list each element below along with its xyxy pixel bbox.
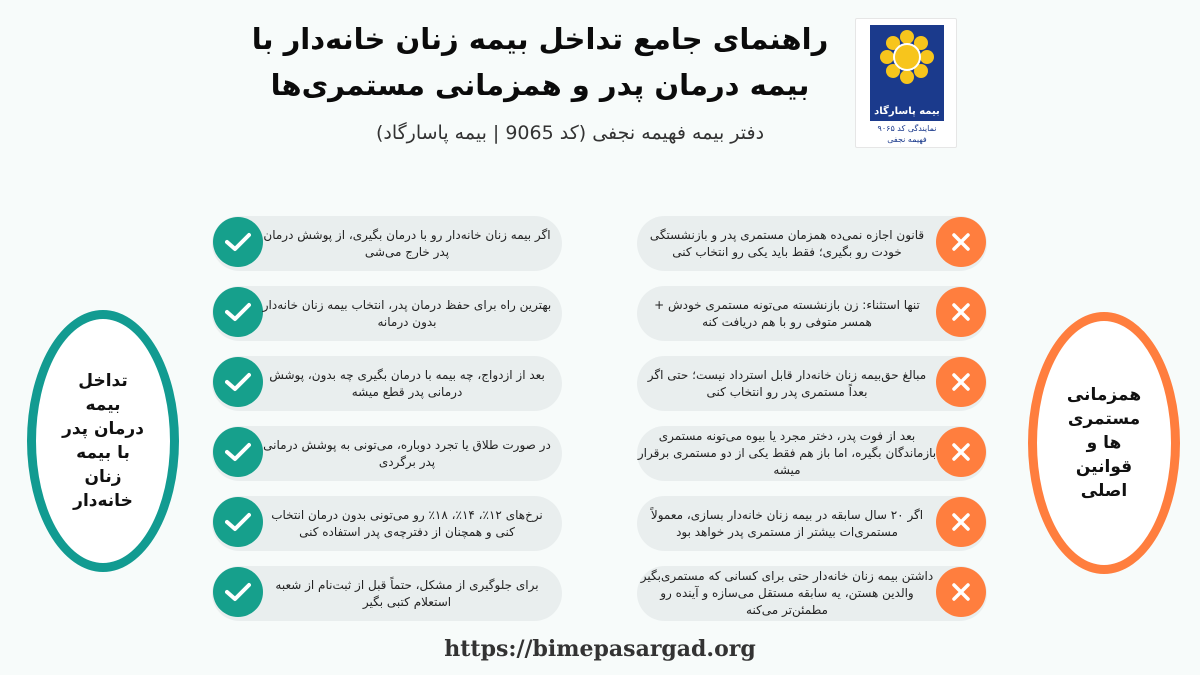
check-icon	[213, 357, 263, 407]
cross-list-item	[637, 566, 987, 621]
check-list-item	[212, 426, 562, 481]
check-item-text: اگر بیمه زنان خانه‌دار رو با درمان بگیری، از پوشش درمان پدر خارج می‌شی	[263, 227, 551, 259]
check-icon	[213, 567, 263, 617]
logo-brand-name: بیمه پاسارگاد	[870, 103, 944, 121]
cross-list-item	[637, 286, 987, 341]
logo-agent-info	[860, 123, 954, 145]
check-list-item	[212, 356, 562, 411]
check-list-item	[212, 496, 562, 551]
cross-item-text: داشتن بیمه زنان خانه‌دار حتی برای کسانی که مستمری‌بگیر والدین هستن، یه سابقه مستقل می‌سازه و آینده رو مطمئن‌تر می‌کنه	[640, 569, 934, 617]
check-icon	[213, 497, 263, 547]
cross-icon	[936, 357, 986, 407]
logo-agent-name: فهیمه نجفی	[887, 135, 927, 144]
cross-icon	[936, 217, 986, 267]
sunflower-icon	[879, 29, 935, 85]
page-title: راهنمای جامع تداخل بیمه زنان خانه‌دار با بیمه درمان پدر و همزمانی مستمری‌ها	[251, 22, 829, 102]
check-item-text: در صورت طلاق یا تجرد دوباره، می‌تونی به پوشش درمانی پدر برگردی	[263, 437, 551, 469]
cross-list-item	[637, 356, 987, 411]
cross-item-text: مبالغ حق‌بیمه زنان خانه‌دار قابل استرداد نیست؛ حتی اگر بعداً مستمری پدر رو انتخاب کنی	[647, 367, 927, 399]
check-item-text: برای جلوگیری از مشکل، حتماً قبل از ثبت‌نام از شعبه استعلام کتبی بگیر	[275, 577, 539, 609]
cross-item-text: بعد از فوت پدر، دختر مجرد یا بیوه می‌تونه مستمری بازماندگان بگیره، اما باز هم فقط یکی از دو مستمری برقرار میشه	[637, 429, 937, 477]
check-item-text: نرخ‌های ۱۲٪، ۱۴٪، ۱۸٪ رو می‌تونی بدون درمان انتخاب کنی و همچنان از دفترچه‌ی پدر استفاده کنی	[271, 507, 543, 539]
check-icon	[213, 217, 263, 267]
cross-list-item	[637, 216, 987, 271]
company-logo	[855, 18, 957, 148]
check-list-item	[212, 566, 562, 621]
cross-list-item	[637, 426, 987, 481]
page-subtitle: دفتر بیمه فهیمه نجفی (کد 9065 | بیمه پاسارگاد)	[375, 122, 765, 144]
left-panel-title: تداخل بیمه درمان پدر با بیمه زنان خانه‌دار	[62, 371, 144, 511]
cross-icon	[936, 427, 986, 477]
check-icon	[213, 287, 263, 337]
check-item-text: بعد از ازدواج، چه بیمه با درمان بگیری چه بدون، پوشش درمانی پدر قطع میشه	[269, 367, 545, 399]
check-list-item	[212, 216, 562, 271]
cross-icon	[936, 567, 986, 617]
cross-icon	[936, 497, 986, 547]
check-list-item	[212, 286, 562, 341]
right-panel-heading	[1028, 312, 1180, 574]
logo-agent-code: نمایندگی کد ۹۰۶۵	[877, 124, 937, 133]
cross-item-text: اگر ۲۰ سال سابقه در بیمه زنان خانه‌دار بسازی، معمولاً مستمری‌ات بیشتر از مستمری پدر خواهد بود	[650, 507, 924, 539]
check-icon	[213, 427, 263, 477]
left-panel-heading	[27, 310, 179, 572]
right-panel-title: همزمانی مستمری ها و قوانین اصلی	[1066, 385, 1142, 501]
website-url: https://bimepasargad.org	[444, 636, 756, 662]
cross-item-text: قانون اجازه نمی‌ده همزمان مستمری پدر و بازنشستگی خودت رو بگیری؛ فقط باید یکی رو انتخاب کنی	[649, 227, 925, 259]
cross-icon	[936, 287, 986, 337]
logo-emblem	[870, 25, 944, 105]
check-item-text: بهترین راه برای حفظ درمان پدر، انتخاب بیمه زنان خانه‌دار بدون درمانه	[262, 297, 552, 329]
cross-list-item	[637, 496, 987, 551]
cross-item-text: تنها استثناء: زن بازنشسته می‌تونه مستمری خودش + همسر متوفی رو با هم دریافت کنه	[654, 297, 920, 329]
